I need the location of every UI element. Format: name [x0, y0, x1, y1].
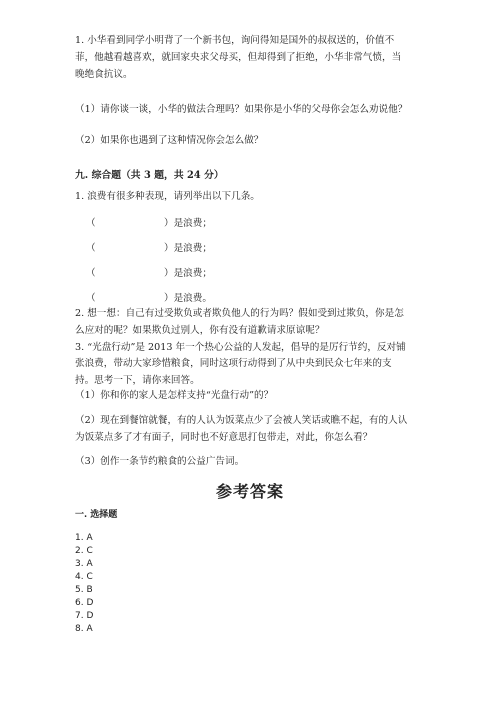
blank-close-3: ）是浪费；: [164, 268, 212, 279]
waste-question: 1. 浪费有很多种表现，请列举出以下几条。: [75, 191, 260, 202]
blank-open-4: （: [86, 293, 96, 304]
q1-line-3: 晚绝食抗议。: [75, 69, 133, 80]
blank-close-1: ）是浪费；: [164, 218, 212, 229]
blank-open-1: （: [86, 218, 96, 229]
answer-item: 3. A: [75, 559, 93, 569]
answer-item: 7. D: [75, 611, 94, 621]
q3-sub-2-line-1: （2）现在到餐馆就餐，有的人认为饭菜点少了会被人笑话或瞧不起，有的人认: [75, 415, 408, 426]
q1-line-1: 1. 小华看到同学小明背了一个新书包，询问得知是国外的叔叔送的，价值不: [75, 35, 395, 46]
blank-open-3: （: [86, 268, 96, 279]
q3-line-3: 持。思考一下，请你来回答。: [75, 375, 200, 386]
answer-item: 2. C: [75, 546, 93, 556]
q3-line-2: 张浪费，带动大家珍惜粮食，同时这项行动得到了从中央到民众七年来的支: [75, 358, 392, 369]
answers-title: 参考答案: [215, 482, 284, 501]
q3-sub-2-line-2: 为饭菜点多了才有面子，同时也不好意思打包带走，对此，你怎么看？: [75, 432, 373, 443]
q1-sub-2: （2）如果你也遇到了这种情况你会怎么做？: [75, 135, 264, 146]
blank-close-4: ）是浪费。: [164, 293, 212, 304]
answer-item: 1. A: [75, 533, 93, 543]
q2-line-2: 么应对的呢？如果欺负过别人，你有没有道歉请求原谅呢？: [75, 325, 325, 336]
q1-sub-1: （1）请你谈一谈，小华的做法合理吗？如果你是小华的父母你会怎么劝说他？: [75, 104, 408, 115]
answers-section-heading: 一. 选择题: [75, 510, 118, 520]
q1-line-2: 菲，他越看越喜欢，就回家央求父母买，但却得到了拒绝，小华非常气愤，当: [75, 52, 402, 63]
answer-item: 6. D: [75, 598, 94, 608]
q3-line-1: 3. “光盘行动”是 2013 年一个热心公益的人发起，倡导的是厉行节约，反对铺: [75, 342, 406, 353]
answer-item: 8. A: [75, 624, 93, 634]
answer-item: 5. B: [75, 585, 93, 595]
q2-line-1: 2. 想一想：自己有过受欺负或者欺负他人的行为吗？假如受到过欺负，你是怎: [75, 308, 404, 319]
blank-open-2: （: [86, 243, 96, 254]
answer-item: 4. C: [75, 572, 93, 582]
q3-sub-3: （3）创作一条节约粮食的公益广告词。: [75, 456, 245, 467]
section-9-heading: 九. 综合题（共 3 题，共 24 分）: [75, 170, 224, 181]
blank-close-2: ）是浪费；: [164, 243, 212, 254]
q3-sub-1: （1）你和你的家人是怎样支持“光盘行动”的？: [75, 390, 274, 401]
